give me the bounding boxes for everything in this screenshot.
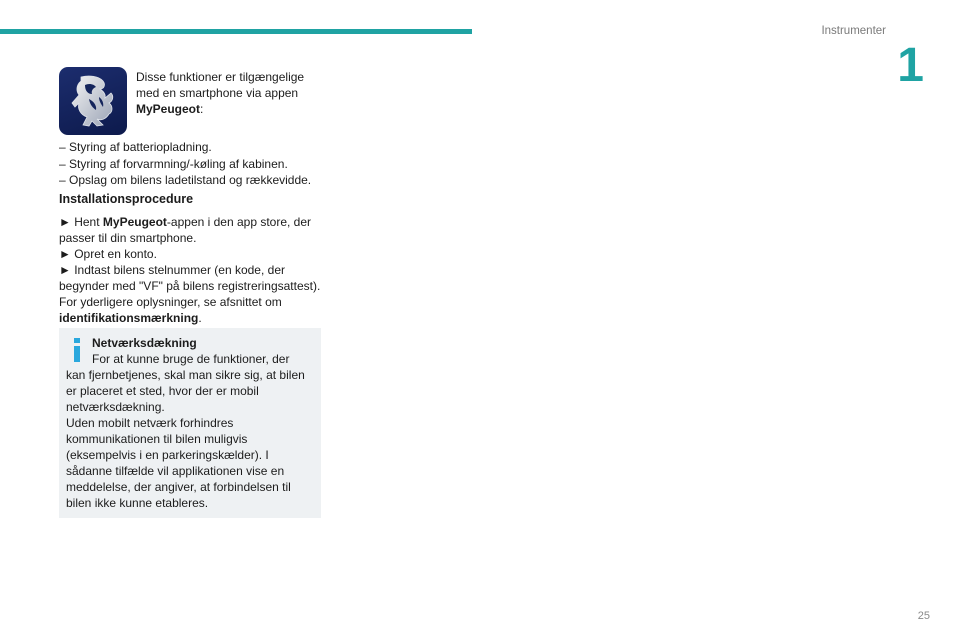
intro-suffix: : [200, 102, 204, 116]
more-info [59, 294, 334, 326]
more-info-suffix: . [198, 311, 202, 325]
chapter-number: 1 [897, 39, 924, 92]
more-info-text: For yderligere oplysninger, se afsnittet om [59, 295, 282, 309]
info-line-1: For at kunne bruge de funktioner, der [92, 352, 290, 366]
info-line-2: kan fjernbetjenes, skal man sikre sig, at bilen er placeret et sted, hvor der er mobil netværksdækning. [66, 368, 305, 414]
section-title: Instrumenter [821, 25, 886, 37]
installation-steps [59, 214, 334, 326]
header-accent-bar [0, 29, 472, 34]
list-item: – Styring af forvarmning/-køling af kabinen. [59, 156, 288, 171]
installation-heading: Installationsprocedure [59, 192, 194, 206]
step-3: ► Indtast bilens stelnummer (en kode, der begynder med "VF" på bilens registreringsattest). [59, 263, 321, 293]
info-box-title: Netværksdækning [92, 336, 197, 350]
feature-list [59, 139, 339, 189]
info-box-body [66, 351, 316, 511]
intro-app-name: MyPeugeot [136, 102, 201, 116]
info-box [59, 328, 321, 518]
intro-paragraph [136, 69, 326, 117]
list-item: – Opslag om bilens ladetilstand og rækkevidde. [59, 173, 312, 187]
intro-text: Disse funktioner er tilgængelige med en smartphone via appen [136, 70, 305, 100]
info-line-3: Uden mobilt netværk forhindres kommunikationen til bilen muligvis (eksempelvis i en parkeringskælder). I sådanne tilfælde vil applikationen vise en meddelelse, der angiver, at forbindelsen til bilen ikke kunne etableres. [66, 416, 291, 510]
lion-logo-graphic [59, 67, 127, 135]
more-info-link: identifikationsmærkning [59, 311, 199, 325]
step-1-app-name: MyPeugeot [102, 215, 167, 229]
step-1-suffix: -appen i den app store, der passer til din smartphone. [59, 215, 312, 245]
step-1 [59, 214, 334, 246]
step-2: ► Opret en konto. [59, 247, 157, 261]
page-number: 25 [917, 610, 930, 622]
list-item: – Styring af batteriopladning. [59, 140, 212, 154]
step-1-prefix: ► Hent [59, 215, 103, 229]
peugeot-lion-icon [59, 67, 127, 135]
